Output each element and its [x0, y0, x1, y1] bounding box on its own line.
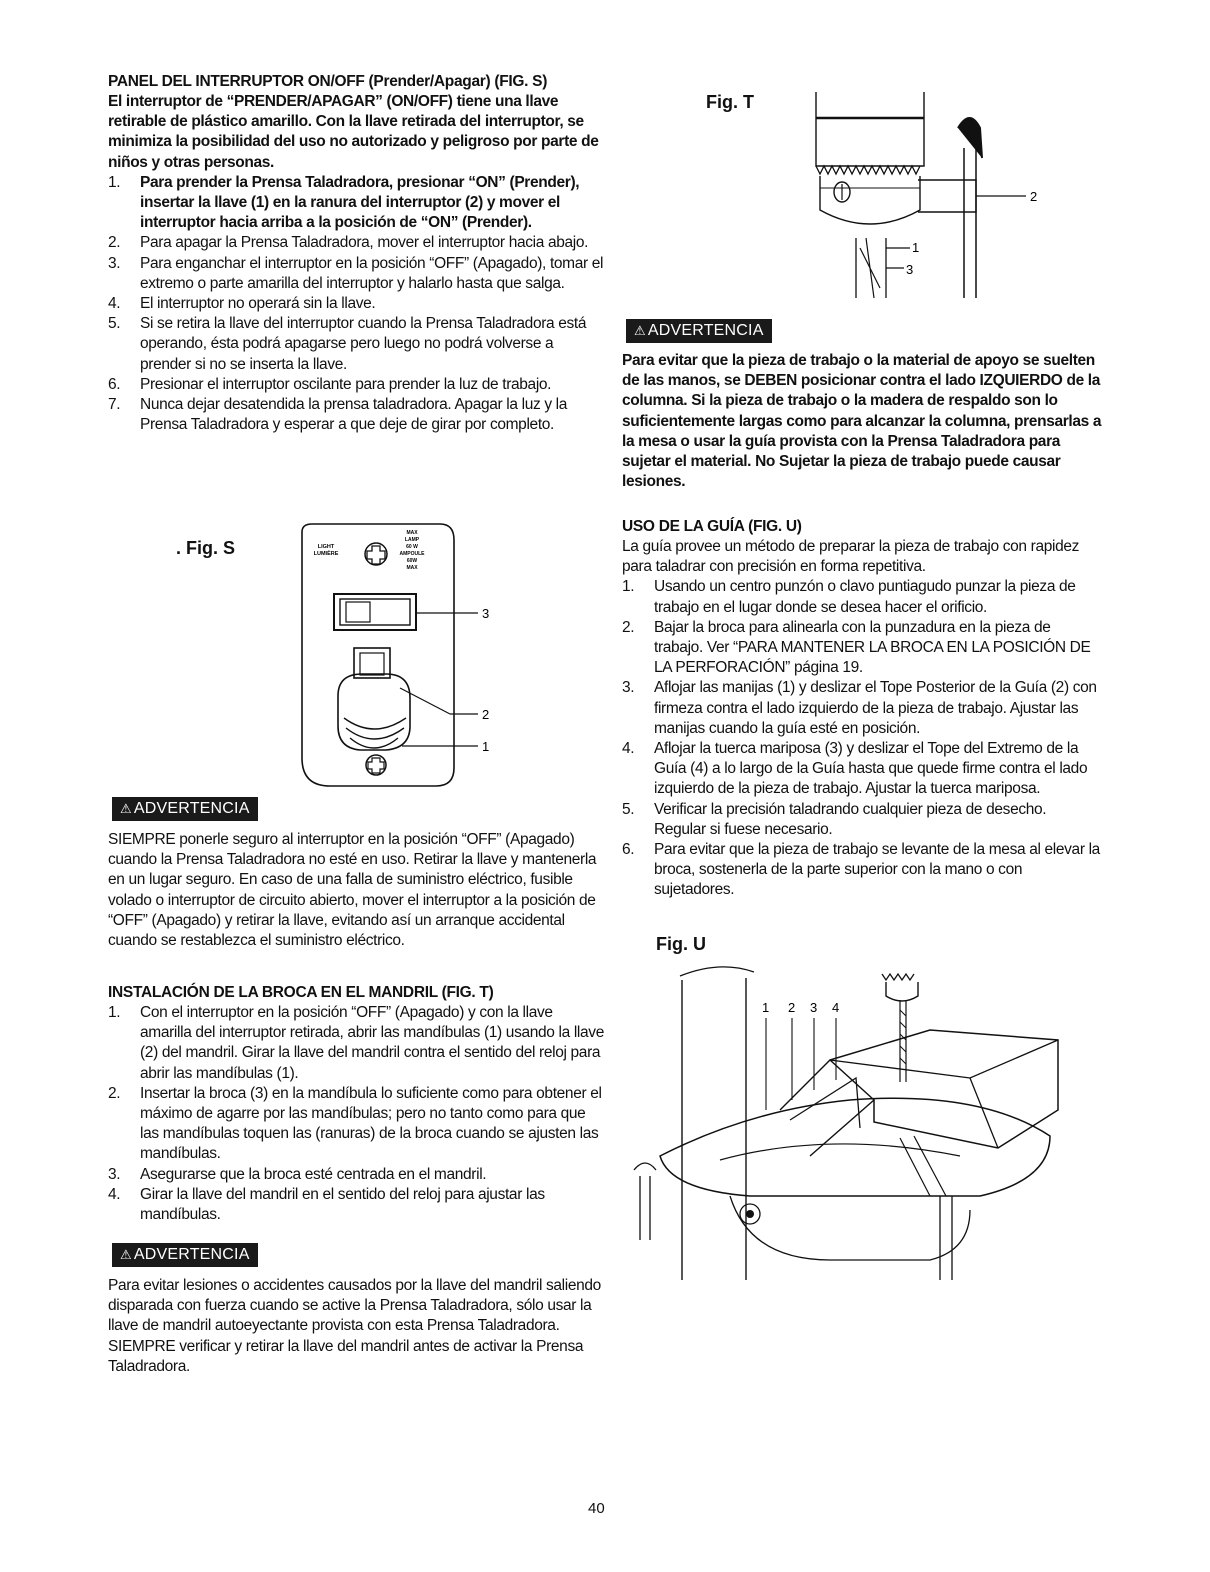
bit-installation-steps: [108, 1003, 608, 1225]
list-item: 4. Girar la llave del mandril en el sentido del reloj para ajustar las mandíbulas.: [108, 1185, 545, 1224]
callout-1: 1: [482, 739, 490, 754]
list-item: 1. Con el interruptor en la posición “OFF” (Apagado) y con la llave amarilla del interruptor retirada, abrir las mandíbulas (1) usando la llave (2) del mandril. Girar la llave del mandril contra el sentido del reloj para abrir las mandíbulas (1).: [108, 1004, 604, 1082]
list-item: 3. Asegurarse que la broca esté centrada en el mandril.: [108, 1165, 487, 1183]
list-item: 1. Usando un centro punzón o clavo puntiagudo punzar la pieza de trabajo en el lugar donde se desea hacer el orificio.: [622, 578, 1076, 616]
warning-icon: ⚠: [120, 1247, 132, 1262]
list-item: 3. Aflojar las manijas (1) y deslizar el Tope Posterior de la Guía (2) con firmeza contra el lado izquierdo de la pieza de trabajo. Ajustar las manijas cuando la guía esté en posición.: [622, 679, 1097, 737]
list-item: 2. Para apagar la Prensa Taladradora, mover el interruptor hacia abajo.: [108, 234, 589, 252]
list-item: 1. Para prender la Prensa Taladradora, presionar “ON” (Prender), insertar la llave (1) en la ranura del interruptor (2) y mover el interruptor hacia arriba a la posición de “ON” (Prender).: [108, 173, 580, 232]
warning-banner: ⚠ ADVERTENCIA: [112, 797, 258, 821]
left-column-top: [108, 72, 608, 435]
left-column-bottom: [108, 983, 608, 1225]
list-item: 6. Para evitar que la pieza de trabajo se levante de la mesa al elevar la broca, sostenerla de la parte superior con la mano o con sujetadores.: [622, 841, 1100, 899]
callout-3: 3: [482, 606, 490, 621]
svg-text:60W: 60W: [406, 558, 418, 564]
callout-3: 3: [906, 262, 914, 277]
page-number: 40: [588, 1500, 605, 1517]
svg-text:AMPOULE: AMPOULE: [399, 551, 425, 557]
fig-s-label: . Fig. S: [176, 538, 236, 558]
svg-text:MAX: MAX: [406, 530, 418, 536]
fig-t-label: Fig. T: [706, 92, 754, 112]
bit-installation-heading: INSTALACIÓN DE LA BROCA EN EL MANDRIL (FIG. T): [108, 984, 494, 1001]
switch-panel-steps: [108, 173, 608, 436]
fig-s-switch-panel-illustration: [290, 518, 500, 793]
lumiere-label: LUMIÈRE: [313, 551, 339, 557]
fig-u-label: Fig. U: [656, 934, 706, 954]
warning-icon: ⚠: [120, 801, 132, 816]
warning-banner: ⚠ ADVERTENCIA: [112, 1243, 258, 1267]
callout-2: 2: [788, 1000, 796, 1015]
svg-text:LAMP: LAMP: [404, 537, 420, 543]
warning-banner: ⚠ ADVERTENCIA: [626, 319, 772, 343]
list-item: 3. Para enganchar el interruptor en la posición “OFF” (Apagado), tomar el extremo o parte amarilla del interruptor y halarlo hasta que salga.: [108, 254, 604, 292]
list-item: 4. Aflojar la tuerca mariposa (3) y deslizar el Tope del Extremo de la Guía (4) a lo largo de la Guía hasta que quede firme contra el lado izquierdo de la pieza de trabajo. Ajustar la tuerca mariposa.: [622, 740, 1088, 798]
svg-text:60 W: 60 W: [406, 544, 418, 550]
fig-t-chuck-illustration: [800, 88, 1060, 303]
warning-3-text: Para evitar que la pieza de trabajo o la material de apoyo se suelten de las manos, se DEBEN posicionar contra el lado IZQUIERDO de la columna. Si la pieza de trabajo o la madera de respaldo son lo suficientemente largas como para alcanzar la columna, prensarlas a la mesa o usar la guía provista con la Prensa Taladradora para sujetar el material. No Sujetar la pieza de trabajo puede causar lesiones.: [622, 352, 1102, 491]
guide-usage-intro: La guía provee un método de preparar la pieza de trabajo con rapidez para taladrar con precisión en forma repetitiva.: [622, 538, 1080, 576]
callout-1: 1: [912, 240, 920, 255]
fig-u-guide-illustration: [630, 960, 1070, 1290]
list-item: 5. Si se retira la llave del interruptor cuando la Prensa Taladradora está operando, ésta podrá apagarse pero luego no podrá volverse a prender si no se inserta la llave.: [108, 315, 587, 373]
callout-2: 2: [482, 707, 490, 722]
warning-icon: ⚠: [634, 323, 646, 338]
switch-panel-intro: El interruptor de “PRENDER/APAGAR” (ON/OFF) tiene una llave retirable de plástico amarillo. Con la llave retirada del interruptor, se minimiza la posibilidad del uso no autorizado y peligroso por parte de niños y otras personas.: [108, 93, 599, 171]
callout-3: 3: [810, 1000, 818, 1015]
callout-2: 2: [1030, 189, 1038, 204]
switch-panel-heading: PANEL DEL INTERRUPTOR ON/OFF (Prender/Apagar) (FIG. S): [108, 73, 548, 90]
warning-2-text: Para evitar lesiones o accidentes causados por la llave del mandril saliendo disparada con fuerza cuando se active la Prensa Taladradora, sólo usar la llave de mandril autoeyectante provista con esta Prensa Taladradora. SIEMPRE verificar y retirar la llave del mandril antes de activar la Prensa Taladradora.: [108, 1277, 601, 1375]
list-item: 4. El interruptor no operará sin la llave.: [108, 295, 376, 313]
warning-1-text: SIEMPRE ponerle seguro al interruptor en la posición “OFF” (Apagado) cuando la Prensa Taladradora no esté en uso. Retirar la llave y mantenerla en un lugar seguro. En caso de una falla de suministro eléctrico, fusible volado o interruptor de circuito abierto, mover el interruptor a la posición de “OFF” (Apagado) y retirar la llave, evitando así un arranque accidental cuando se restablezca el suministro eléctrico.: [108, 831, 597, 950]
callout-1: 1: [762, 1000, 770, 1015]
list-item: 2. Bajar la broca para alinearla con la punzadura en la pieza de trabajo. Ver “PARA MANTENER LA BROCA EN LA POSICIÓN DE LA PERFORACIÓN” página 19.: [622, 618, 1091, 677]
list-item: 7. Nunca dejar desatendida la prensa taladradora. Apagar la luz y la Prensa Taladradora y esperar a que deje de girar por completo.: [108, 396, 568, 434]
list-item: 6. Presionar el interruptor oscilante para prender la luz de trabajo.: [108, 375, 552, 393]
svg-text:MAX: MAX: [406, 565, 418, 571]
list-item: 2. Insertar la broca (3) en la mandíbula lo suficiente como para obtener el máximo de agarre por las mandíbulas; pero no tanto como para que las mandíbulas toquen las (ranuras) de la broca cuando se ajusten las mandíbulas.: [108, 1084, 602, 1163]
guide-usage-steps: [622, 577, 1102, 900]
callout-4: 4: [832, 1000, 840, 1015]
list-item: 5. Verificar la precisión taladrando cualquier pieza de desecho. Regular si fuese necesario.: [622, 800, 1047, 838]
guide-usage-heading: USO DE LA GUÍA (FIG. U): [622, 518, 802, 535]
right-column-guide: [622, 517, 1102, 901]
light-label: LIGHT: [317, 544, 335, 550]
